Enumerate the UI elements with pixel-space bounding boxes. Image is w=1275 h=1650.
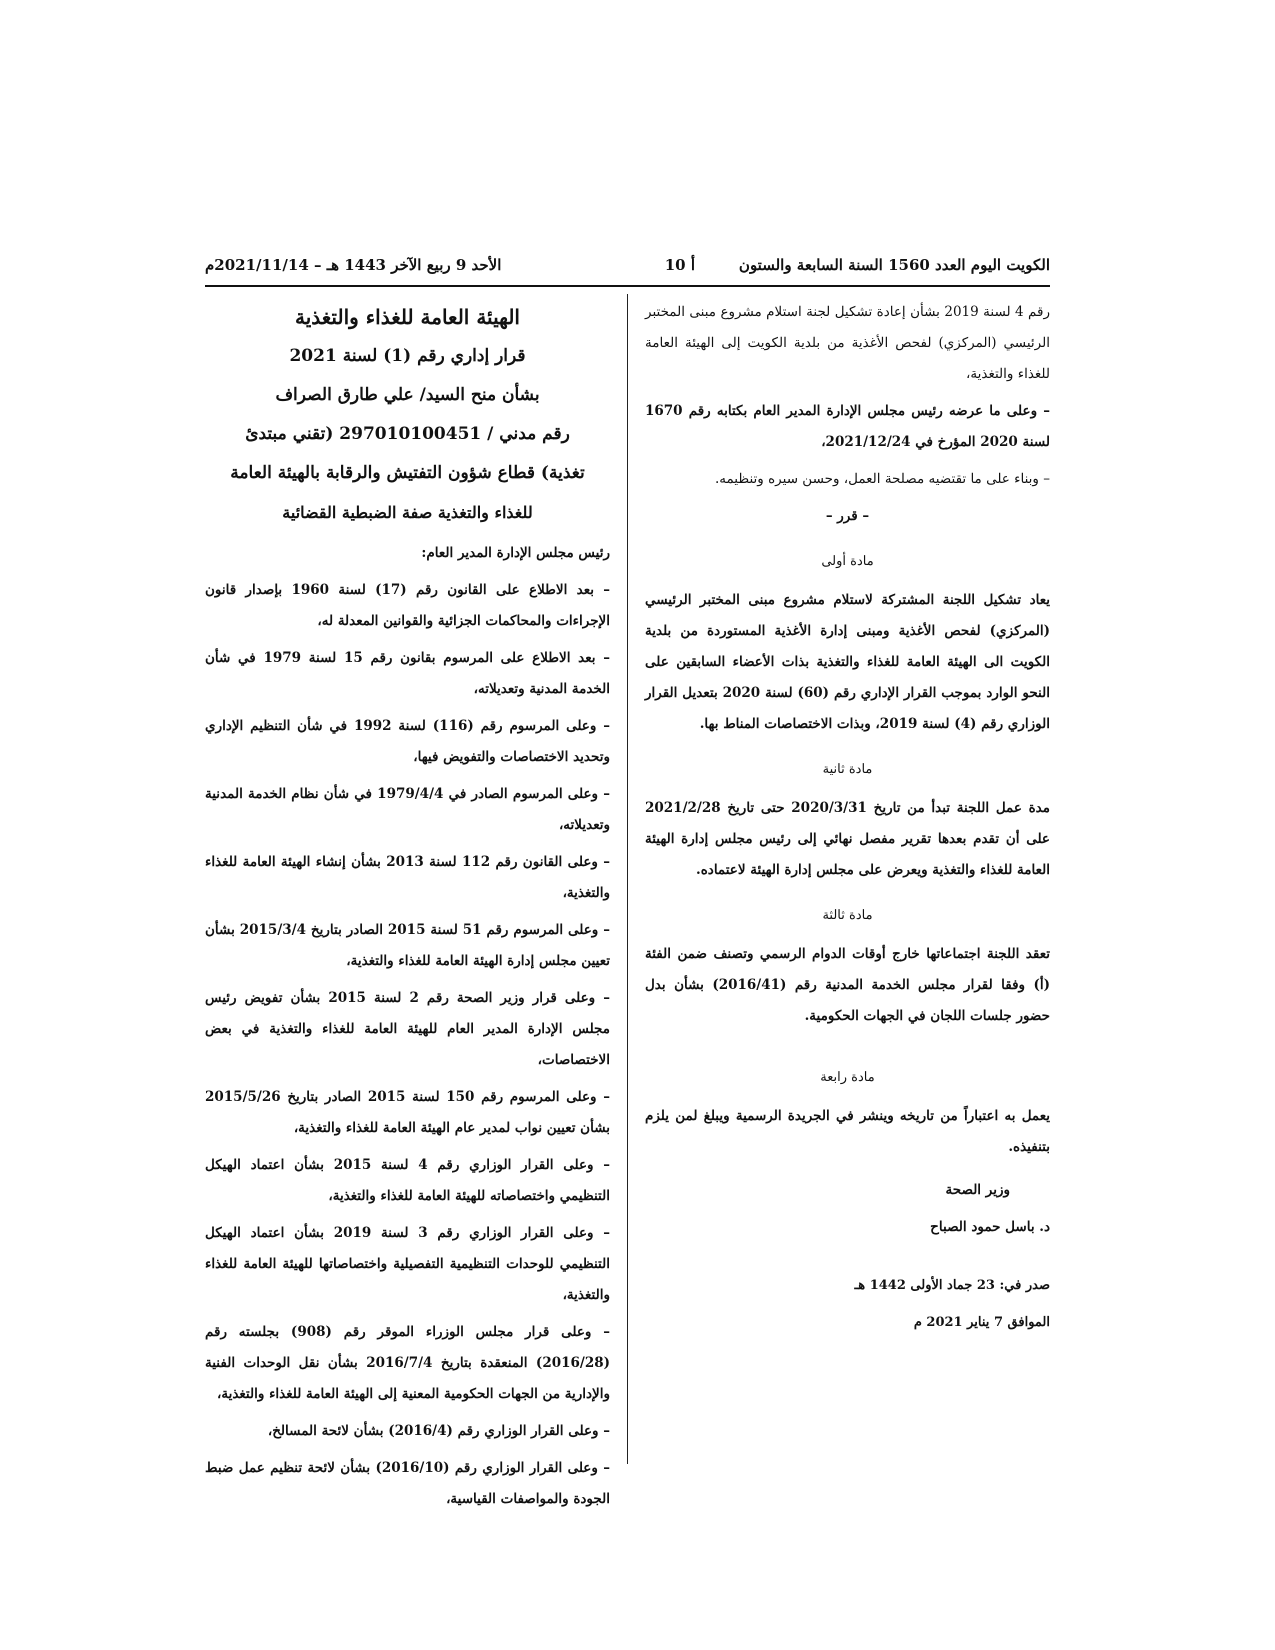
header-rule [205,285,1050,287]
left-column [205,297,610,1521]
preamble-item: – وعلى قرار وزير الصحة رقم 2 لسنة 2015 بشأن تفويض رئيس مجلس الإدارة المدير العام للهيئة العامة للغذاء والتغذية في بعض الاختصاصات، [205,990,610,1068]
page-header [205,252,1050,280]
article-1-title: مادة أولى [821,554,874,569]
page-number: أ 10 [664,256,695,274]
decision-title: قرار إداري رقم (1) لسنة 2021 [289,346,526,366]
preamble-item: – بعد الاطلاع على المرسوم بقانون رقم 15 لسنة 1979 في شأن الخدمة المدنية وتعديلاته، [205,650,611,697]
decision-subject: تغذية) قطاع شؤون التفتيش والرقابة بالهيئة العامة [230,463,585,483]
preamble-item: – وعلى القانون رقم 112 لسنة 2013 بشأن إنشاء الهيئة العامة للغذاء والتغذية، [205,854,610,901]
preamble-item: – وعلى القرار الوزاري رقم (2016/4) بشأن لائحة المسالخ، [267,1423,610,1439]
preamble-item: – وعلى المرسوم رقم 150 لسنة 2015 الصادر بتاريخ 2015/5/26 بشأن تعيين نواب لمدير عام الهيئة العامة للغذاء والتغذية، [205,1089,610,1136]
preamble-item: – وعلى المرسوم رقم (116) لسنة 1992 في شأن التنظيم الإداري وتحديد الاختصاصات والتفويض فيها، [205,718,610,765]
preamble-intro: رئيس مجلس الإدارة المدير العام: [421,545,610,561]
preamble-item: – وعلى المرسوم الصادر في 1979/4/4 في شأن نظام الخدمة المدنية وتعديلاته، [205,786,610,833]
authority-title: الهيئة العامة للغذاء والتغذية [295,305,520,329]
column-divider [627,294,628,1464]
preamble-item: – وعلى المرسوم رقم 51 لسنة 2015 الصادر بتاريخ 2015/3/4 بشأن تعيين مجلس إدارة الهيئة العامة للغذاء والتغذية، [205,922,610,969]
issued-date-gregorian: الموافق 7 يناير 2021 م [913,1315,1050,1330]
clause: – وعلى ما عرضه رئيس مجلس الإدارة المدير العام بكتابه رقم 1670 لسنة 2020 المؤرخ في 2021/12/24، [645,403,1050,450]
right-column [645,297,1050,1344]
article-2-body: مدة عمل اللجنة تبدأ من تاريخ 2020/3/31 حتى تاريخ 2021/2/28 على أن تقدم بعدها تقرير مفصل نهائي إلى رئيس مجلس إدارة الهيئة العامة للغذاء والتغذية ويعرض على مجلس إدارة الهيئة لاعتماده. [645,800,1050,878]
preamble-item: – وعلى القرار الوزاري رقم (2016/10) بشأن لائحة تنظيم عمل ضبط الجودة والمواصفات القياسية، [205,1460,610,1507]
issued-date-hijri: صدر في: 23 جماد الأولى 1442 هـ [854,1278,1050,1293]
continued-clause: رقم 4 لسنة 2019 بشأن إعادة تشكيل لجنة استلام مشروع مبنى المختبر الرئيسي (المركزي) لفحص الأغذية من بلدية الكويت إلى الهيئة العامة للغذاء والتغذية، [645,304,1051,382]
signatory-name: د. باسل حمود الصباح [930,1219,1050,1235]
decision-subject: بشأن منح السيد/ علي طارق الصراف [275,385,540,405]
preamble-item: – بعد الاطلاع على القانون رقم (17) لسنة 1960 بإصدار قانون الإجراءات والمحاكمات الجزائية والقوانين المعدلة له، [205,582,610,629]
article-3-body: تعقد اللجنة اجتماعاتها خارج أوقات الدوام الرسمي وتصنف ضمن الفئة (أ) وفقا لقرار مجلس الخدمة المدنية رقم (2016/41) بشأن بدل حضور جلسات اللجان في الجهات الحكومية. [645,946,1050,1024]
article-1-body: يعاد تشكيل اللجنة المشتركة لاستلام مشروع مبنى المختبر الرئيسي (المركزي) لفحص الأغذية ومبنى إدارة الأغذية المستوردة من بلدية الكويت الى الهيئة العامة للغذاء والتغذية بذات الأعضاء السابقين على النحو الوارد بموجب القرار الإداري رقم (60) لسنة 2020 بتعديل القرار الوزاري رقم (4) لسنة 2019، وبذات الاختصاصات المناط بها. [645,592,1050,732]
preamble-item: – وعلى القرار الوزاري رقم 4 لسنة 2015 بشأن اعتماد الهيكل التنظيمي واختصاصاته للهيئة العامة للغذاء والتغذية، [205,1157,611,1204]
signatory-title: وزير الصحة [945,1182,1010,1198]
preamble-item: – وعلى قرار مجلس الوزراء الموقر رقم (908) بجلسته رقم (2016/28) المنعقدة بتاريخ 2016/7/4 بشأن نقل الوحدات الفنية والإدارية من الجهات الحكومية المعنية إلى الهيئة العامة للغذاء والتغذية، [205,1324,611,1402]
article-3-title: مادة ثالثة [822,908,873,923]
clause: – وبناء على ما تقتضيه مصلحة العمل، وحسن سيره وتنظيمه. [714,471,1050,487]
article-2-title: مادة ثانية [822,762,873,777]
article-4-title: مادة رابعة [820,1070,875,1085]
article-4-body: يعمل به اعتباراً من تاريخه وينشر في الجريدة الرسمية ويبلغ لمن يلزم بتنفيذه. [645,1108,1050,1155]
decided-heading: – قرر – [825,508,870,524]
issue-date: الأحد 9 ربيع الآخر 1443 هـ – 2021/11/14م [205,256,502,274]
preamble-item: – وعلى القرار الوزاري رقم 3 لسنة 2019 بشأن اعتماد الهيكل التنظيمي للوحدات التنظيمية التفصيلية واختصاصاتها للهيئة العامة للغذاء والتغذية، [205,1225,611,1303]
gazette-issue: الكويت اليوم العدد 1560 السنة السابعة والستون [738,256,1050,274]
decision-subject: للغذاء والتغذية صفة الضبطية القضائية [282,503,533,522]
decision-subject: رقم مدني / 297010100451 (تقني مبتدئ [245,424,570,444]
gazette-page [205,252,1051,1507]
